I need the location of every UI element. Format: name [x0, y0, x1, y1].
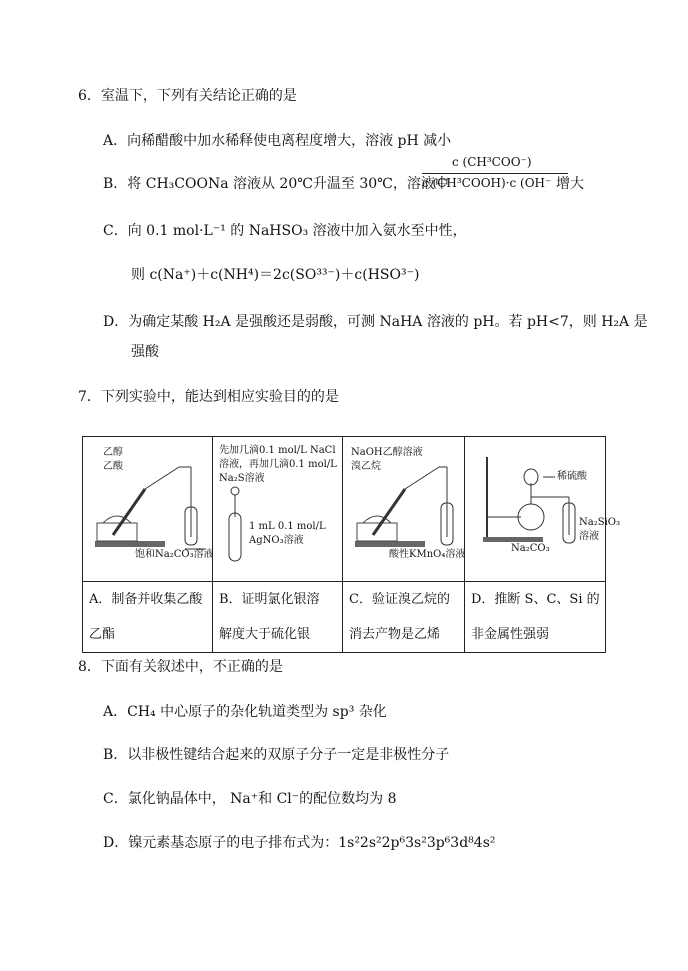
- q6-option-c-line1: C．向 0.1 mol·L⁻¹ 的 NaHSO₃ 溶液中加入氨水至中性，: [103, 223, 467, 239]
- caption-b-line2: 解度大于硫化银: [219, 627, 311, 642]
- q8-option-b: B．以非极性键结合起来的双原子分子一定是非极性分子: [103, 747, 450, 763]
- figure-c-cell: [343, 437, 465, 582]
- caption-a-line2: 乙酯: [89, 627, 116, 642]
- q7-stem: 7．下列实验中，能达到相应实验目的的是: [78, 389, 339, 405]
- label-acetic-acid: 乙酸: [103, 461, 123, 472]
- caption-d: [465, 582, 606, 653]
- label-solution: 溶液: [579, 531, 599, 542]
- caption-a: [83, 582, 213, 653]
- caption-d-line1: D．推断 S、C、Si 的: [471, 592, 600, 607]
- label-bromoethane: 溴乙烷: [351, 461, 381, 472]
- q6-stem: 6．室温下，下列有关结论正确的是: [78, 88, 297, 104]
- caption-b-line1: B．证明氯化银溶: [219, 592, 320, 607]
- q6-option-d-line1: D．为确定某酸 H₂A 是强酸还是弱酸，可测 NaHA 溶液的 pH。若 pH<7，则 H₂A 是: [103, 314, 648, 330]
- q6-option-b-suffix: 增大: [556, 176, 584, 192]
- q8-option-d: D．镍元素基态原子的电子排布式为：1s²2s²2p⁶3s²3p⁶3d⁸4s²: [103, 835, 496, 851]
- figure-a-cell: [83, 437, 213, 582]
- label-dilute-sulfuric-acid: 稀硫酸: [557, 471, 587, 482]
- caption-b: [213, 582, 343, 653]
- label-agno3: AgNO₃溶液: [249, 535, 304, 546]
- figure-b: [213, 437, 342, 581]
- caption-c: [343, 582, 465, 653]
- figure-d-cell: [465, 437, 620, 582]
- fraction-denominator: c (CH³COOH)·c (OH⁻: [422, 176, 552, 190]
- fraction-numerator: c (CH³COO⁻): [452, 155, 532, 169]
- figure-b-cell: [213, 437, 343, 582]
- label-na2s: Na₂S溶液: [219, 473, 265, 484]
- caption-a-line1: A．制备并收集乙酸: [89, 592, 203, 607]
- q6-option-d-line2: 强酸: [131, 344, 159, 360]
- q8-stem: 8．下面有关叙述中，不正确的是: [78, 659, 283, 675]
- label-dropwise-na2s: 溶液，再加几滴0.1 mol/L: [219, 459, 337, 470]
- caption-d-line2: 非金属性强弱: [471, 627, 550, 642]
- q6-option-c-line2: 则 c(Na⁺)＋c(NH⁴)＝2c(SO³³⁻)＋c(HSO³⁻): [131, 267, 420, 283]
- figure-a: [83, 437, 212, 581]
- label-na2co3: Na₂CO₃: [511, 543, 550, 554]
- figure-c: [343, 437, 464, 581]
- caption-c-line1: C．验证溴乙烷的: [349, 592, 450, 607]
- label-naoh-ethanol: NaOH乙醇溶液: [351, 447, 423, 458]
- experiment-table: [82, 436, 620, 653]
- fraction-bar: [422, 173, 568, 174]
- label-dropwise-nacl: 先加几滴0.1 mol/L NaCl: [219, 445, 336, 456]
- label-ethanol: 乙醇: [103, 447, 123, 458]
- caption-c-line2: 消去产物是乙烯: [349, 627, 441, 642]
- test-tube-icon: [213, 437, 343, 577]
- acid-strength-apparatus-icon: [465, 437, 606, 577]
- q8-option-a: A．CH₄ 中心原子的杂化轨道类型为 sp³ 杂化: [103, 704, 387, 720]
- label-na2co3-solution: 饱和Na₂CO₃溶液: [135, 549, 214, 560]
- q6-option-a: A．向稀醋酸中加水稀释使电离程度增大，溶液 pH 减小: [103, 133, 452, 149]
- label-agno3-volume: 1 mL 0.1 mol/L: [249, 521, 326, 532]
- q8-option-c: C．氯化钠晶体中， Na⁺和 Cl⁻的配位数均为 8: [103, 791, 397, 807]
- label-kmno4: 酸性KMnO₄溶液: [389, 549, 466, 560]
- label-na2sio3: Na₂SiO₃: [579, 517, 620, 528]
- figure-d: [465, 437, 620, 581]
- q6-option-b: B．将 CH₃COONa 溶液从 20℃升温至 30℃，溶液中: [103, 176, 449, 192]
